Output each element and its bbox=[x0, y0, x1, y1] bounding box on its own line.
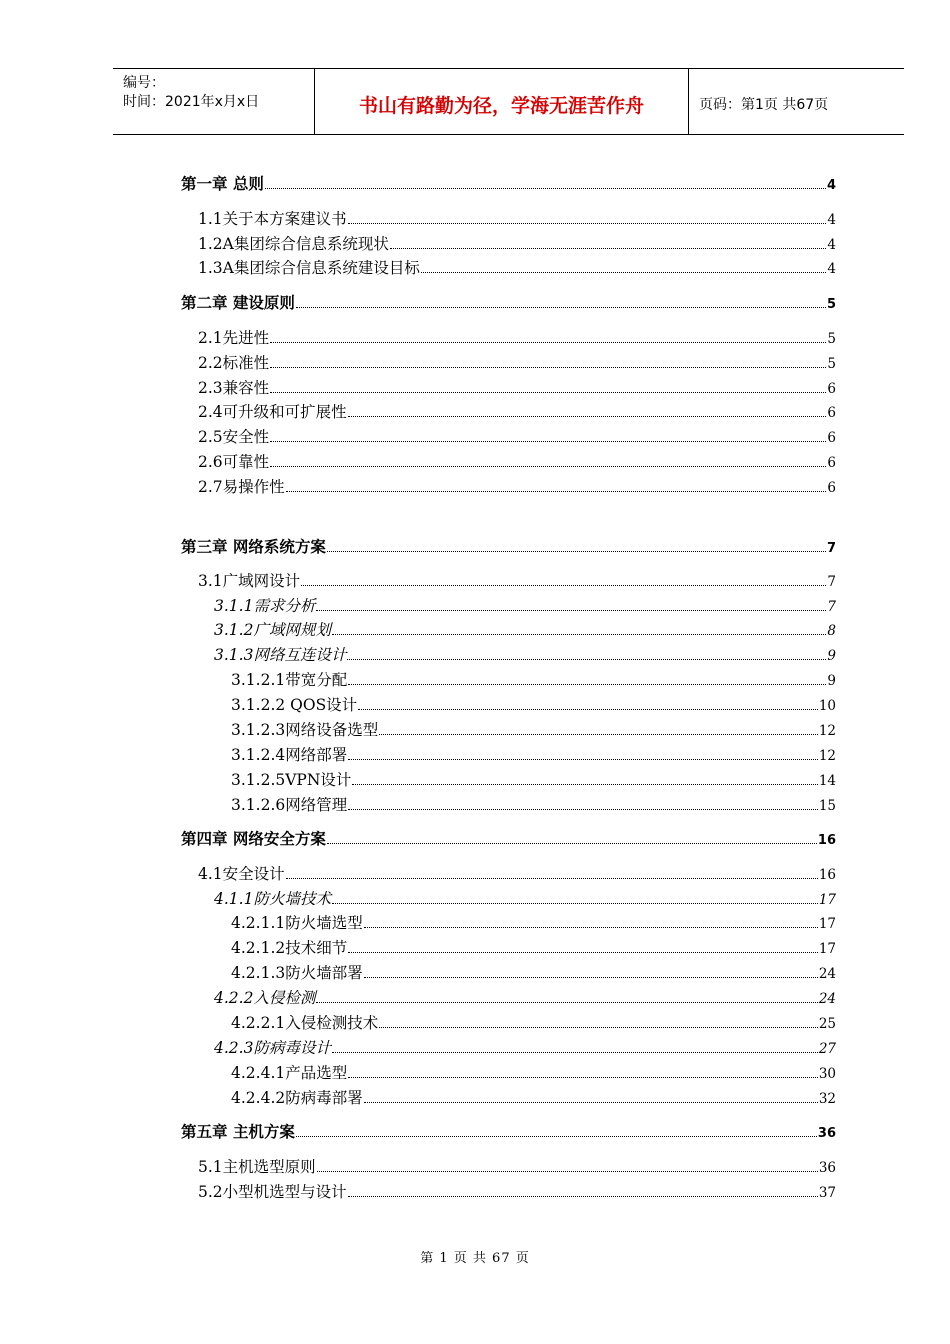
toc-entry-page: 36 bbox=[818, 1160, 836, 1176]
toc-entry-page: 4 bbox=[827, 261, 836, 277]
toc-entry-title: 3.1.2.2 QOS设计 bbox=[231, 696, 358, 714]
toc-leader-dots bbox=[348, 759, 818, 760]
toc-entry[interactable] bbox=[198, 351, 836, 373]
toc-entry-title: 第一章 总则 bbox=[181, 175, 264, 193]
toc-leader-dots bbox=[286, 878, 818, 879]
toc-entry[interactable] bbox=[231, 718, 836, 740]
toc-entry-page: 4 bbox=[827, 237, 836, 253]
toc-entry-page: 12 bbox=[818, 723, 836, 739]
toc-entry-page: 30 bbox=[818, 1066, 836, 1082]
toc-entry-title: 2.1先进性 bbox=[198, 329, 270, 347]
toc-leader-dots bbox=[265, 188, 826, 189]
toc-entry-page: 9 bbox=[827, 673, 836, 689]
toc-leader-dots bbox=[296, 307, 826, 308]
toc-entry[interactable] bbox=[181, 172, 836, 194]
toc-entry[interactable] bbox=[214, 986, 836, 1008]
toc-entry-page: 16 bbox=[817, 833, 836, 848]
toc-leader-dots bbox=[379, 734, 818, 735]
toc-entry-page: 17 bbox=[818, 892, 836, 908]
toc-entry-page: 24 bbox=[818, 991, 836, 1007]
toc-entry-page: 5 bbox=[827, 331, 836, 347]
toc-entry-title: 5.1主机选型原则 bbox=[198, 1158, 316, 1176]
toc-entry[interactable] bbox=[214, 594, 836, 616]
toc-leader-dots bbox=[316, 1002, 817, 1003]
header-motto: 书山有路勤为径，学海无涯苦作舟 bbox=[315, 69, 689, 134]
toc-entry-page: 17 bbox=[818, 916, 836, 932]
toc-entry-title: 2.6可靠性 bbox=[198, 453, 270, 471]
toc-leader-dots bbox=[270, 466, 826, 467]
toc-entry-title: 4.2.4.2防病毒部署 bbox=[231, 1089, 363, 1107]
toc-entry[interactable] bbox=[198, 326, 836, 348]
toc-entry-title: 3.1广域网设计 bbox=[198, 572, 301, 590]
page-header bbox=[113, 68, 904, 135]
toc-leader-dots bbox=[317, 1171, 818, 1172]
toc-entry[interactable] bbox=[231, 961, 836, 983]
toc-leader-dots bbox=[270, 342, 826, 343]
toc-entry[interactable] bbox=[231, 793, 836, 815]
toc-entry-page: 6 bbox=[827, 430, 836, 446]
toc-leader-dots bbox=[379, 1027, 818, 1028]
toc-entry[interactable] bbox=[231, 768, 836, 790]
toc-entry-title: 4.1.1防火墙技术 bbox=[214, 890, 331, 908]
document-date: 时间：2021年x月x日 bbox=[123, 94, 260, 110]
toc-entry-title: 1.2A集团综合信息系统现状 bbox=[198, 235, 389, 253]
toc-entry-page: 10 bbox=[818, 698, 836, 714]
toc-entry-title: 第三章 网络系统方案 bbox=[181, 538, 326, 556]
toc-entry-title: 2.7易操作性 bbox=[198, 478, 285, 496]
toc-entry-page: 4 bbox=[826, 178, 836, 193]
toc-leader-dots bbox=[348, 1077, 818, 1078]
toc-entry-title: 第五章 主机方案 bbox=[181, 1123, 295, 1141]
toc-leader-dots bbox=[348, 809, 818, 810]
toc-leader-dots bbox=[421, 272, 827, 273]
toc-entry-page: 12 bbox=[818, 748, 836, 764]
toc-entry-page: 16 bbox=[818, 867, 836, 883]
toc-entry[interactable] bbox=[198, 400, 836, 422]
toc-entry-title: 5.2小型机选型与设计 bbox=[198, 1183, 347, 1201]
toc-entry[interactable] bbox=[214, 1036, 836, 1058]
toc-entry[interactable] bbox=[198, 1180, 836, 1202]
toc-entry-page: 5 bbox=[827, 356, 836, 372]
toc-entry[interactable] bbox=[181, 291, 836, 313]
toc-entry[interactable] bbox=[198, 862, 836, 884]
toc-entry-page: 32 bbox=[818, 1091, 836, 1107]
toc-leader-dots bbox=[286, 491, 827, 492]
toc-leader-dots bbox=[327, 843, 817, 844]
toc-entry-page: 6 bbox=[827, 381, 836, 397]
toc-entry[interactable] bbox=[231, 1061, 836, 1083]
toc-leader-dots bbox=[348, 684, 826, 685]
toc-leader-dots bbox=[270, 441, 826, 442]
toc-entry[interactable] bbox=[231, 1011, 836, 1033]
toc-entry-title: 3.1.2.3网络设备选型 bbox=[231, 721, 379, 739]
toc-entry-title: 4.2.4.1产品选型 bbox=[231, 1064, 348, 1082]
toc-entry-title: 3.1.2广域网规划 bbox=[214, 621, 331, 639]
toc-entry-title: 3.1.2.4网络部署 bbox=[231, 746, 348, 764]
toc-leader-dots bbox=[348, 1196, 818, 1197]
toc-leader-dots bbox=[270, 367, 826, 368]
toc-leader-dots bbox=[364, 1102, 818, 1103]
toc-leader-dots bbox=[348, 416, 827, 417]
toc-entry-page: 15 bbox=[818, 798, 836, 814]
toc-entry-page: 6 bbox=[827, 480, 836, 496]
toc-entry[interactable] bbox=[198, 450, 836, 472]
toc-entry[interactable] bbox=[198, 475, 836, 497]
toc-entry-page: 37 bbox=[818, 1185, 836, 1201]
toc-entry-title: 3.1.1需求分析 bbox=[214, 597, 316, 615]
toc-entry-title: 2.2标准性 bbox=[198, 354, 270, 372]
toc-entry[interactable] bbox=[231, 668, 836, 690]
toc-entry-page: 8 bbox=[827, 623, 836, 639]
toc-entry-page: 27 bbox=[818, 1041, 836, 1057]
header-meta-cell bbox=[113, 69, 315, 134]
toc-entry[interactable] bbox=[231, 743, 836, 765]
toc-leader-dots bbox=[332, 903, 818, 904]
toc-entry-title: 1.1关于本方案建议书 bbox=[198, 210, 347, 228]
toc-entry-page: 24 bbox=[818, 966, 836, 982]
toc-entry-title: 3.1.3网络互连设计 bbox=[214, 646, 347, 664]
toc-entry[interactable] bbox=[214, 618, 836, 640]
page-footer: 第 1 页 共 67 页 bbox=[420, 1251, 530, 1266]
toc-entry[interactable] bbox=[181, 1120, 836, 1142]
toc-leader-dots bbox=[364, 977, 818, 978]
toc-entry[interactable] bbox=[198, 425, 836, 447]
toc-entry[interactable] bbox=[198, 256, 836, 278]
toc-entry[interactable] bbox=[198, 1155, 836, 1177]
toc-entry[interactable] bbox=[181, 535, 836, 557]
toc-leader-dots bbox=[327, 551, 826, 552]
toc-entry[interactable] bbox=[198, 376, 836, 398]
toc-entry-page: 17 bbox=[818, 941, 836, 957]
toc-entry-title: 3.1.2.1带宽分配 bbox=[231, 671, 348, 689]
toc-entry-page: 7 bbox=[826, 541, 836, 556]
toc-entry[interactable] bbox=[198, 232, 836, 254]
toc-entry[interactable] bbox=[198, 207, 836, 229]
toc-entry-title: 第四章 网络安全方案 bbox=[181, 830, 326, 848]
header-page-info: 页码：第1页 共67页 bbox=[699, 96, 829, 113]
toc-entry[interactable] bbox=[231, 911, 836, 933]
toc-leader-dots bbox=[347, 659, 826, 660]
toc-entry-page: 4 bbox=[827, 212, 836, 228]
toc-entry[interactable] bbox=[231, 693, 836, 715]
document-number-label: 编号： bbox=[123, 75, 165, 91]
toc-entry-page: 36 bbox=[817, 1126, 836, 1141]
toc-entry-page: 7 bbox=[827, 574, 836, 590]
toc-entry-page: 5 bbox=[826, 297, 836, 312]
toc-entry-page: 7 bbox=[827, 599, 836, 615]
toc-entry-title: 4.2.2.1入侵检测技术 bbox=[231, 1014, 379, 1032]
toc-entry-title: 4.2.3防病毒设计 bbox=[214, 1039, 331, 1057]
toc-leader-dots bbox=[332, 634, 826, 635]
toc-entry-page: 6 bbox=[827, 455, 836, 471]
toc-entry-page: 14 bbox=[818, 773, 836, 789]
toc-leader-dots bbox=[301, 585, 826, 586]
toc-entry[interactable] bbox=[214, 887, 836, 909]
toc-entry-title: 2.4可升级和可扩展性 bbox=[198, 403, 347, 421]
toc-entry-title: 3.1.2.6网络管理 bbox=[231, 796, 348, 814]
toc-leader-dots bbox=[390, 248, 827, 249]
toc-entry-title: 第二章 建设原则 bbox=[181, 294, 295, 312]
toc-leader-dots bbox=[348, 952, 818, 953]
toc-leader-dots bbox=[348, 223, 827, 224]
toc-leader-dots bbox=[316, 610, 826, 611]
toc-entry-title: 4.2.1.1防火墙选型 bbox=[231, 914, 363, 932]
toc-entry-title: 2.5安全性 bbox=[198, 428, 270, 446]
toc-leader-dots bbox=[358, 709, 818, 710]
toc-entry-title: 3.1.2.5VPN设计 bbox=[231, 771, 352, 789]
toc-entry[interactable] bbox=[231, 1086, 836, 1108]
toc-entry[interactable] bbox=[214, 643, 836, 665]
toc-entry-page: 25 bbox=[818, 1016, 836, 1032]
toc-entry-title: 4.2.1.3防火墙部署 bbox=[231, 964, 363, 982]
toc-entry[interactable] bbox=[231, 936, 836, 958]
toc-leader-dots bbox=[270, 392, 826, 393]
toc-leader-dots bbox=[332, 1052, 818, 1053]
toc-entry[interactable] bbox=[198, 569, 836, 591]
toc-entry-title: 4.2.1.2技术细节 bbox=[231, 939, 348, 957]
toc-leader-dots bbox=[352, 784, 817, 785]
toc-entry-title: 2.3兼容性 bbox=[198, 379, 270, 397]
toc-entry[interactable] bbox=[181, 827, 836, 849]
toc-entry-page: 6 bbox=[827, 405, 836, 421]
toc-entry-title: 4.2.2入侵检测 bbox=[214, 989, 316, 1007]
toc-entry-page: 9 bbox=[827, 648, 836, 664]
toc-entry-title: 1.3A集团综合信息系统建设目标 bbox=[198, 259, 420, 277]
toc-entry-title: 4.1安全设计 bbox=[198, 865, 285, 883]
toc-leader-dots bbox=[296, 1136, 817, 1137]
toc-leader-dots bbox=[364, 927, 818, 928]
